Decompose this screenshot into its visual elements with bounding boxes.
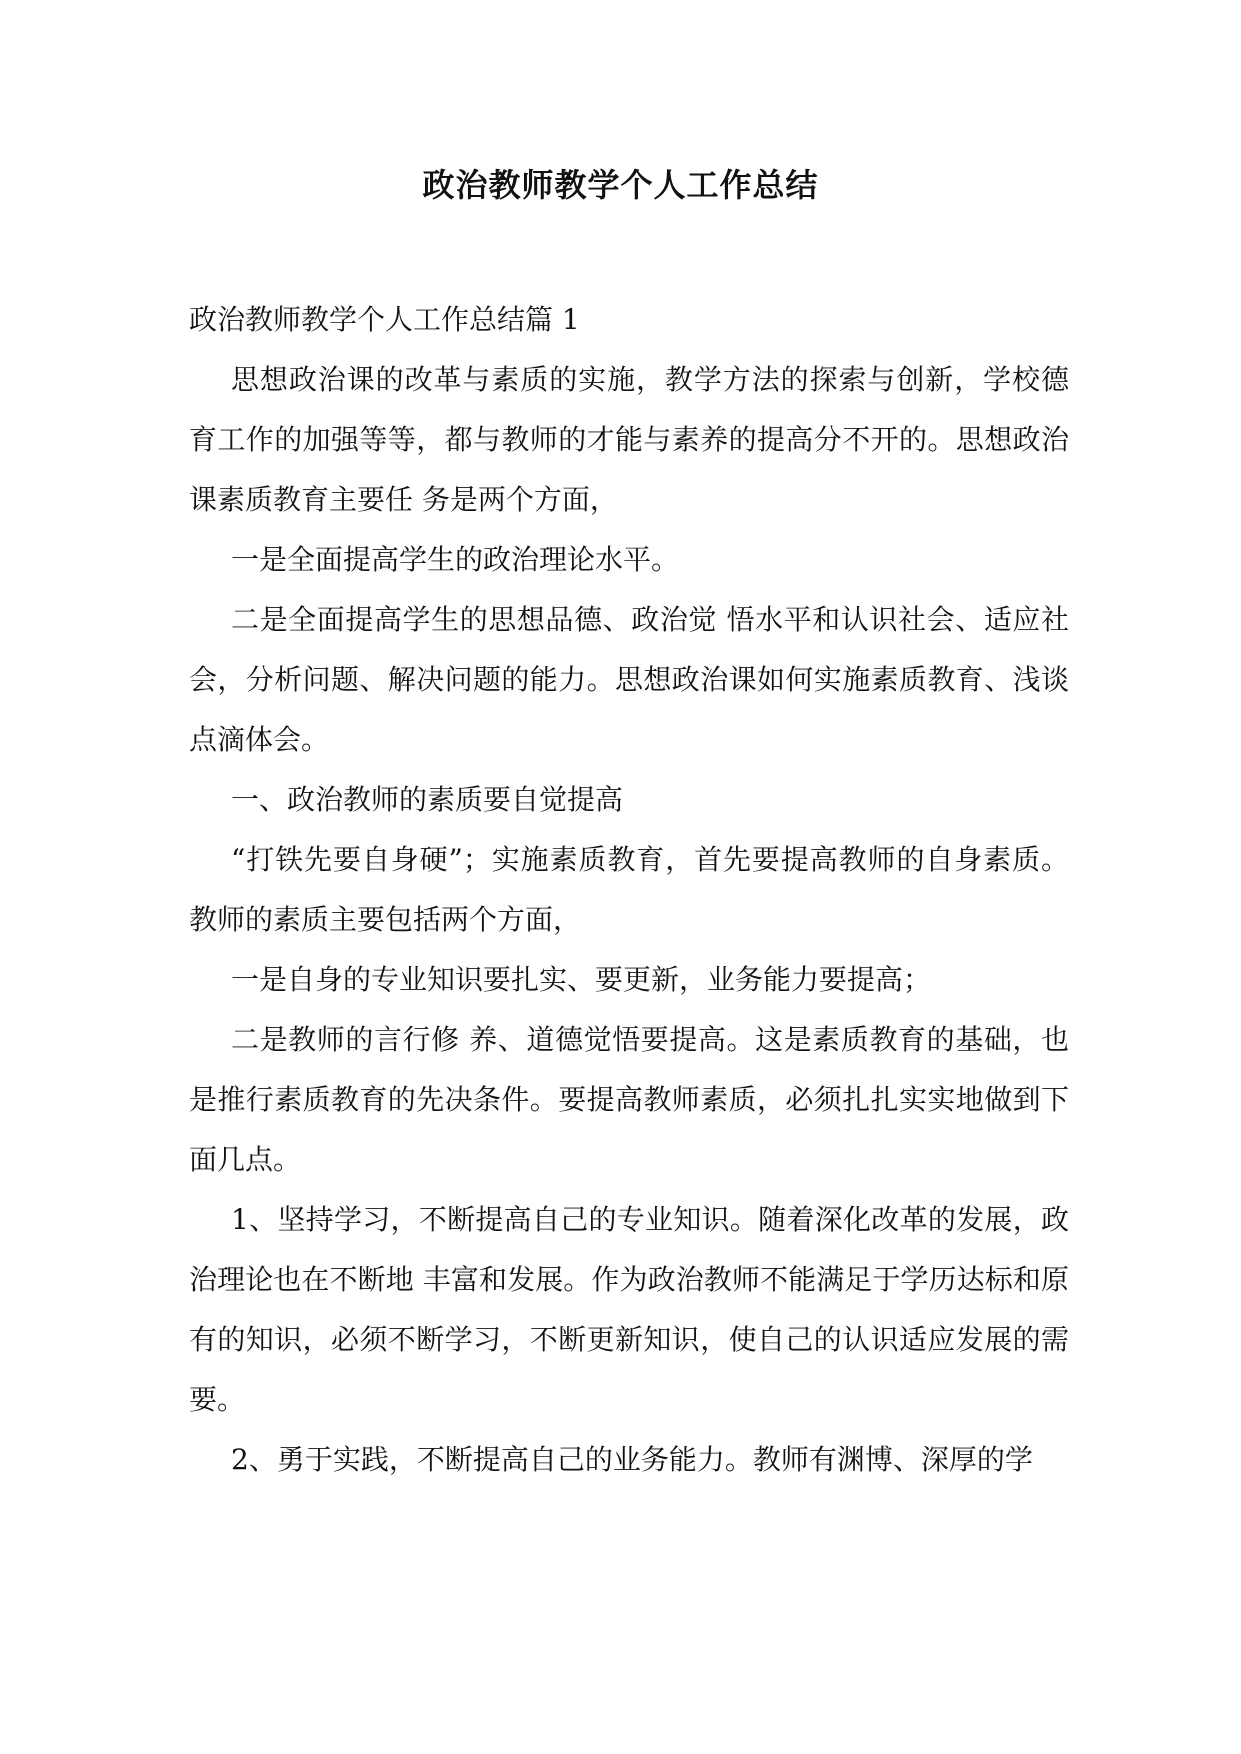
paragraph: 2、勇于实践，不断提高自己的业务能力。教师有渊博、深厚的学 xyxy=(231,1443,1033,1476)
section-heading: 政治教师教学个人工作总结篇 1 xyxy=(189,303,580,336)
paragraph: “打铁先要自身硬”；实施素质教育，首先要提高教师的自身素质。教师的素质主要包括两个方面， xyxy=(189,843,1069,936)
subheading: 一、政治教师的素质要自觉提高 xyxy=(231,783,624,816)
paragraph: 一是全面提高学生的政治理论水平。 xyxy=(231,543,680,576)
paragraph: 二是全面提高学生的思想品德、政治觉 悟水平和认识社会、适应社会，分析问题、解决问题的能力。思想政治课如何实施素质教育、浅谈点滴体会。 xyxy=(189,603,1069,756)
document-body xyxy=(189,290,1069,1490)
paragraph: 二是教师的言行修 养、道德觉悟要提高。这是素质教育的基础，也是推行素质教育的先决条件。要提高教师素质，必须扎扎实实地做到下面几点。 xyxy=(189,1023,1069,1176)
paragraph: 1、坚持学习，不断提高自己的专业知识。随着深化改革的发展，政治理论也在不断地 丰富和发展。作为政治教师不能满足于学历达标和原有的知识，必须不断学习，不断更新知识，使自己的认识适应发展的需要。 xyxy=(189,1203,1069,1416)
paragraph: 思想政治课的改革与素质的实施，教学方法的探索与创新，学校德育工作的加强等等，都与教师的才能与素养的提高分不开的。思想政治课素质教育主要任 务是两个方面， xyxy=(189,363,1069,516)
paragraph: 一是自身的专业知识要扎实、要更新，业务能力要提高； xyxy=(231,963,932,996)
document-title: 政治教师教学个人工作总结 xyxy=(422,166,819,204)
